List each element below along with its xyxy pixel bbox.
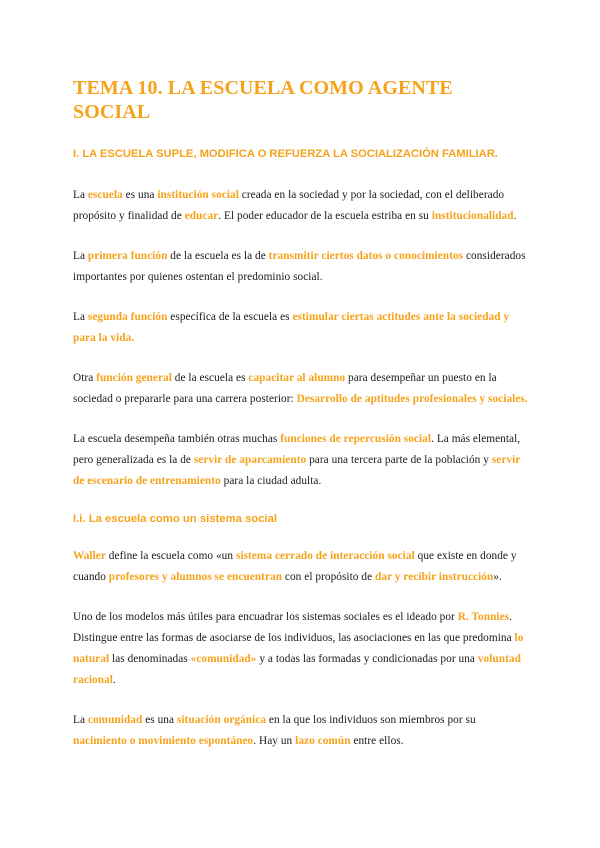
- highlighted-term: primera función: [87, 250, 168, 262]
- text-run: las denominadas: [109, 653, 191, 665]
- paragraph-tonnies: [73, 607, 530, 691]
- highlighted-term: R. Tonnies: [457, 611, 510, 623]
- text-run: La: [73, 189, 88, 201]
- text-run: y a todas las formadas y condicionadas por una: [256, 653, 478, 665]
- text-run: es una: [142, 714, 177, 726]
- text-run: Otra: [73, 372, 97, 384]
- text-run: para la ciudad adulta.: [220, 475, 322, 487]
- highlighted-term: capacitar al alumno: [248, 372, 346, 384]
- highlighted-term: educar: [184, 210, 219, 222]
- highlighted-term: comunidad: [87, 714, 143, 726]
- highlighted-term: sistema cerrado de interacción social: [235, 550, 415, 562]
- text-run: específica de la escuela es: [167, 311, 293, 323]
- text-run: . La más elemental, pero generalizada es la de: [73, 433, 521, 466]
- highlighted-term: transmitir ciertos datos o conocimientos: [268, 250, 464, 262]
- highlighted-term: servir de aparcamiento: [193, 454, 307, 466]
- text-run: para desempeñar un puesto en la sociedad o prepararle para una carrera posterior:: [73, 372, 497, 405]
- text-run: ».: [493, 571, 502, 583]
- highlighted-term: estimular ciertas actitudes ante la sociedad y para la vida.: [73, 311, 510, 344]
- highlighted-term: Waller: [73, 550, 106, 562]
- text-run: define la escuela como «un: [105, 550, 236, 562]
- highlighted-term: lo natural: [73, 632, 524, 665]
- paragraph-funcion-general: [73, 368, 530, 410]
- text-run: de la escuela es la de: [167, 250, 269, 262]
- highlighted-term: función general: [96, 372, 172, 384]
- highlighted-term: voluntad racional: [73, 653, 521, 686]
- highlighted-term: funciones de repercusión social: [280, 433, 432, 445]
- highlighted-term: institucionalidad: [431, 210, 514, 222]
- highlighted-term: lazo común: [295, 735, 351, 747]
- text-run: creada en la sociedad y por la sociedad, con el deliberado propósito y finalidad de: [73, 189, 505, 222]
- text-run: con el propósito de: [282, 571, 376, 583]
- highlighted-term: «comunidad»: [190, 653, 257, 665]
- paragraph-comunidad: [73, 710, 530, 752]
- text-run: . El poder educador de la escuela estriba en su: [218, 210, 432, 222]
- highlighted-term: situación orgánica: [176, 714, 267, 726]
- highlighted-term: servir de escenario de entrenamiento: [73, 454, 521, 487]
- highlighted-term: institución social: [157, 189, 239, 201]
- section-heading-1: I. LA ESCUELA SUPLE, MODIFICA O REFUERZA LA SOCIALIZACIÓN FAMILIAR.: [73, 148, 498, 160]
- paragraph-institucion: [73, 185, 530, 227]
- text-run: para una tercera parte de la población y: [306, 454, 492, 466]
- text-run: . Distingue entre las formas de asociarse de los individuos, las asociaciones en las que predomina: [73, 611, 515, 644]
- text-run: en la que los individuos son miembros por su: [266, 714, 476, 726]
- document-title: TEMA 10. LA ESCUELA COMO AGENTE SOCIAL: [73, 77, 453, 123]
- text-run: . Hay un: [253, 735, 296, 747]
- paragraph-primera-funcion: [73, 246, 530, 288]
- text-run: .: [513, 210, 517, 222]
- text-run: de la escuela es: [171, 372, 249, 384]
- paragraph-segunda-funcion: [73, 307, 530, 349]
- highlighted-term: dar y recibir instrucción: [375, 571, 494, 583]
- highlighted-term: Desarrollo de aptitudes profesionales y sociales.: [296, 393, 528, 405]
- highlighted-term: nacimiento o movimiento espontáneo: [73, 735, 254, 747]
- text-run: Uno de los modelos más útiles para encuadrar los sistemas sociales es el ideado por: [73, 611, 458, 623]
- paragraph-repercusion-social: [73, 429, 530, 492]
- subsection-heading-sistema-social: I.i. La escuela como un sistema social: [73, 513, 278, 525]
- text-run: entre ellos.: [350, 735, 404, 747]
- highlighted-term: escuela: [87, 189, 123, 201]
- highlighted-term: profesores y alumnos se encuentran: [108, 571, 283, 583]
- text-run: que existe en donde y cuando: [73, 550, 517, 583]
- text-run: es una: [122, 189, 158, 201]
- text-run: La: [73, 311, 88, 323]
- text-run: La escuela desempeña también otras muchas: [73, 433, 281, 445]
- paragraph-waller: [73, 546, 530, 588]
- text-run: .: [112, 674, 116, 686]
- text-run: La: [73, 250, 88, 262]
- highlighted-term: segunda función: [87, 311, 168, 323]
- text-run: La: [73, 714, 88, 726]
- text-run: considerados importantes por quienes ostentan el predominio social.: [73, 250, 526, 283]
